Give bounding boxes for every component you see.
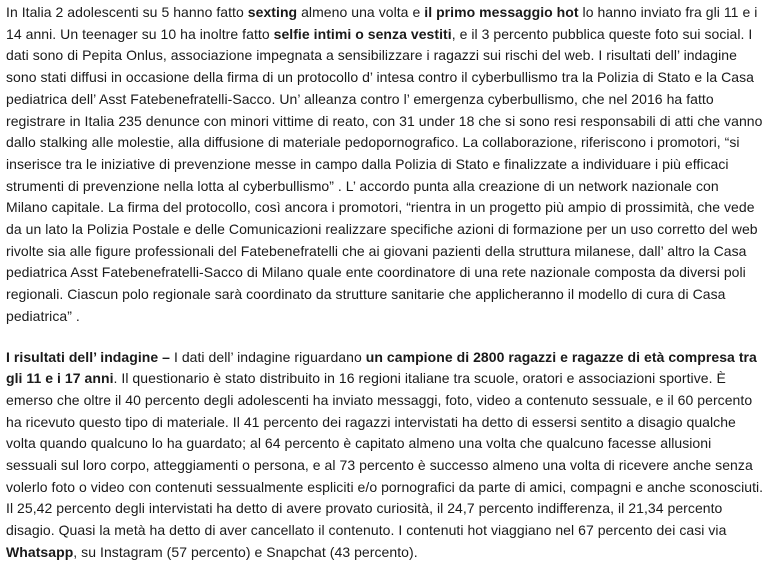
intro-bold-first-message: il primo messaggio hot — [424, 4, 579, 20]
intro-bold-selfie: selfie intimi o senza vestiti — [273, 25, 452, 42]
results-heading: I risultati dell’ indagine – — [6, 348, 170, 365]
intro-text-1: In Italia 2 adolescenti su 5 hanno fatto — [6, 4, 248, 20]
intro-bold-sexting: sexting — [247, 4, 298, 20]
results-bold-sample: un campione di 2800 ragazzi e ragazze di età compresa tra gli 11 e i 17 anni — [6, 348, 757, 387]
intro-text-3: lo hanno inviato fra gli 11 e i 14 anni. Un teenager su 10 ha inoltre fatto — [6, 4, 758, 42]
results-bold-whatsapp: Whatsapp — [6, 543, 74, 560]
results-text-3: , su Instagram (57 percento) e Snapchat (43 percento). — [73, 543, 418, 560]
intro-text-2: almeno una volta e — [297, 4, 425, 20]
results-text-1: I dati dell’ indagine riguardano — [170, 348, 366, 365]
article-body — [6, 2, 764, 564]
intro-text-4: , e il 3 percento pubblica queste foto sui social. I dati sono di Pepita Onlus, associazione impegnata a sensibilizzare i ragazzi sui rischi del web. I risultati dell’ indagine sono stati diffusi in occasione della firma di un protocollo d’ intesa contro il cyberbullismo tra la Polizia di Stato e la Casa pediatrica dell’ Asst Fatebenefratelli-Sacco. Un’ alleanza contro l’ emergenza cyberbullismo, che nel 2016 ha fatto registrare in Italia 235 denunce con minori vittime di reato, con 31 under 18 che si sono resi responsabili di atti che vanno dallo stalking alle molestie, alla diffusione di materiale pedopornografico. La collaborazione, riferiscono i promotori, “si inserisce tra le iniziative di prevenzione messe in campo dalla Polizia di Stato e finalizzate a individuare i più efficaci strumenti di prevenzione nella lotta al cyberbullismo” . L’ accordo punta alla creazione di un network nazionale con Milano capitale. La firma del protocollo, così ancora i promotori, “rientra in un progetto più ampio di prossimità, che vede da un lato la Polizia Postale e delle Comunicazioni realizzare specifiche azioni di formazione per un uso corretto del web rivolte sia alle figure professionali del Fatebenefratelli che ai giovani pazienti della struttura milanese, dall’ altro la Casa pediatrica Asst Fatebenefratelli-Sacco di Milano quale ente coordinatore di una rete nazionale composta da diversi poli regionali. Ciascun polo regionale sarà coordinato da strutture sanitarie che applicheranno il modello di cura di Casa pediatrica” . — [6, 25, 763, 324]
paragraph-results — [6, 347, 764, 564]
results-text-2: . Il questionario è stato distribuito in 16 regioni italiane tra scuole, oratori e associazioni sportive. È emerso che oltre il 40 percento degli adolescenti ha inviato messaggi, foto, video a contenuto sessuale, e il 60 percento ha ricevuto questo tipo di materiale. Il 41 percento dei ragazzi intervistati ha detto di essersi sentito a disagio qualche volta quando qualcuno lo ha guardato; al 64 percento è capitato almeno una volta che qualcuno facesse allusioni sessuali sul loro corpo, atteggiamenti o persona, e al 73 percento è successo almeno una volta di ricevere anche senza volerlo foto o video con contenuti sessualmente espliciti e/o pornografici da parte di amici, compagni e anche sconosciuti. Il 25,42 percento degli intervistati ha detto di avere provato curiosità, il 24,7 percento indifferenza, il 21,34 percento disagio. Quasi la metà ha detto di aver cancellato il contenuto. I contenuti hot viaggiano nel 67 percento dei casi via — [6, 370, 764, 539]
paragraph-intro — [6, 2, 764, 328]
